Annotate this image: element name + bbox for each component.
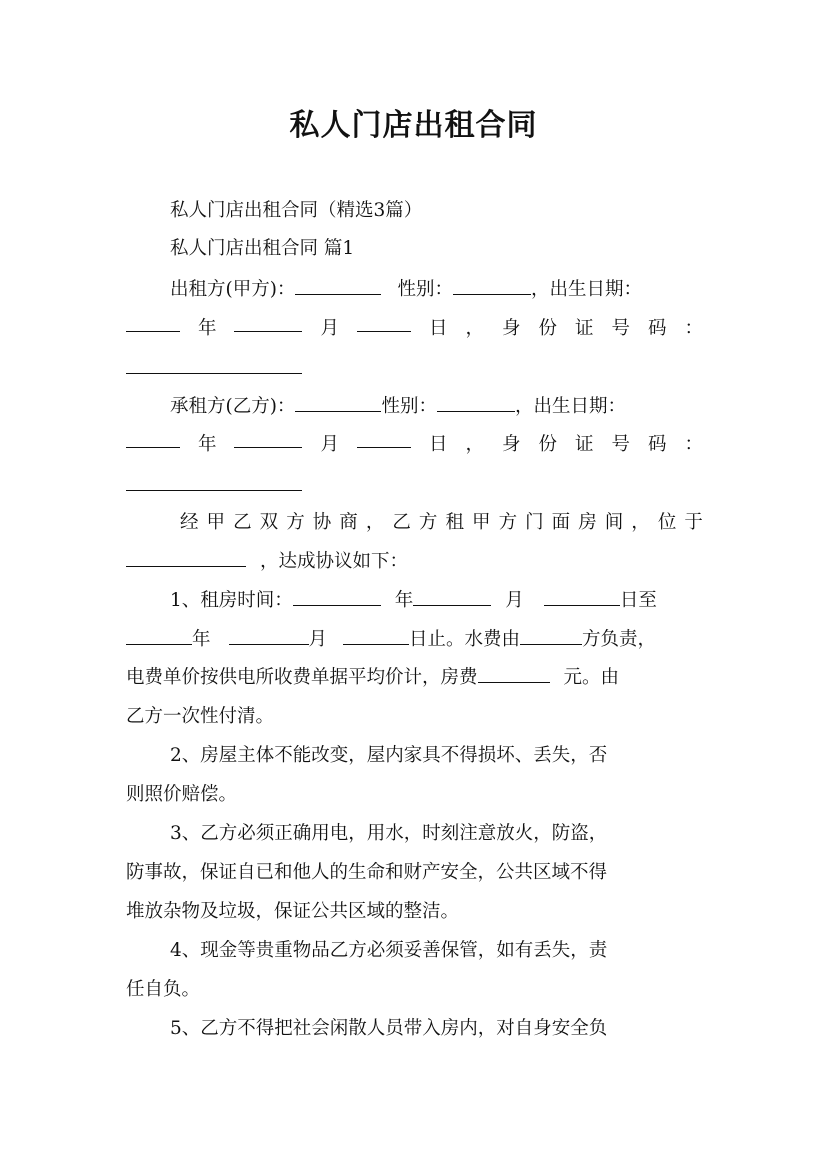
party-a-date-id-line: [126, 316, 703, 342]
end-month-blank[interactable]: [229, 629, 309, 645]
text-char: 经: [180, 512, 199, 533]
text-year: 年: [192, 629, 211, 650]
agreement-tail: ，达成协议如下：: [260, 551, 409, 572]
text-char: 双: [259, 512, 279, 533]
clause-2-line-2: 则照价赔偿。: [126, 784, 238, 805]
party-a-gender-blank[interactable]: [453, 279, 531, 295]
party-a-id-blank[interactable]: [126, 358, 302, 374]
text-char: 位: [657, 512, 677, 533]
party-a-day-blank[interactable]: [357, 316, 411, 332]
party-b-gender-blank[interactable]: [437, 396, 515, 412]
text-char: 甲: [206, 512, 226, 533]
text-char: 身: [501, 318, 521, 339]
text-to: 日至: [619, 590, 657, 611]
party-a-id-line: [126, 356, 703, 382]
location-blank[interactable]: [126, 551, 246, 567]
text-char: 协: [312, 512, 332, 533]
water-party-blank[interactable]: [520, 629, 582, 645]
text-char: 码: [647, 318, 667, 339]
text-char: 份: [538, 434, 557, 455]
clause-3-line-2: 防事故，保证自已和他人的生命和财产安全，公共区域不得: [126, 862, 608, 883]
party-a-label: 出租方(甲方)：: [170, 279, 296, 300]
text-char: ：: [684, 318, 703, 339]
text-char: ：: [684, 434, 703, 455]
party-b-date-id-line: [126, 432, 703, 458]
party-a-month-blank[interactable]: [234, 316, 302, 332]
clause-5-line: 5、乙方不得把社会闲散人员带入房内，对自身安全负: [170, 1018, 608, 1039]
clause-1-line-2: [126, 627, 703, 653]
text-char: 乙: [233, 512, 252, 533]
text-char: 间: [604, 512, 624, 533]
clause-3-line-3: 堆放杂物及垃圾，保证公共区域的整洁。: [126, 901, 460, 922]
party-b-gender-label: 性别：: [381, 396, 437, 417]
party-b-id-line: [126, 473, 703, 499]
start-month-blank[interactable]: [413, 590, 491, 606]
party-b-line: [170, 394, 703, 420]
location-line: [126, 549, 703, 575]
party-a-line: [170, 277, 703, 303]
text-char: 商: [339, 512, 358, 533]
text-char: 号: [611, 434, 630, 455]
party-b-month-blank[interactable]: [234, 432, 302, 448]
clause-1-line-3: [126, 665, 703, 691]
text-char: 甲: [472, 512, 491, 533]
text-char: 号: [611, 318, 630, 339]
end-year-blank[interactable]: [126, 629, 192, 645]
water-fee-text: 日止。水费由: [409, 629, 521, 650]
document-title: 私人门店出租合同: [289, 108, 538, 143]
party-b-label: 承租方(乙方)：: [170, 396, 296, 417]
rent-unit-text: 元。由: [563, 667, 620, 688]
text-char: 证: [574, 434, 594, 455]
text-month: 月: [308, 629, 328, 650]
party-a-gender-label: 性别：: [397, 279, 453, 300]
rent-amount-blank[interactable]: [478, 667, 550, 683]
text-char: 方: [418, 512, 438, 533]
text-month: 月: [320, 434, 339, 455]
text-char: 方: [286, 512, 305, 533]
text-char: 方: [498, 512, 518, 533]
section-heading: 私人门店出租合同 篇1: [170, 238, 355, 259]
party-b-day-blank[interactable]: [357, 432, 411, 448]
party-a-name-blank[interactable]: [295, 279, 381, 295]
party-b-year-blank[interactable]: [126, 432, 180, 448]
text-char: 面: [551, 512, 571, 533]
text-char: 乙: [392, 512, 411, 533]
text-char: 码: [647, 434, 667, 455]
clause-3-line: 3、乙方必须正确用电，用水，时刻注意放火，防盗，: [170, 823, 608, 844]
clause-1-label: 1、租房时间：: [170, 590, 293, 611]
text-char: ，: [465, 318, 484, 339]
clause-2-line: 2、房屋主体不能改变，屋内家具不得损坏、丢失，否: [170, 745, 608, 766]
text-char: 证: [574, 318, 594, 339]
text-char: ，: [465, 434, 484, 455]
text-month: 月: [320, 318, 339, 339]
text-year: 年: [394, 590, 414, 611]
party-a-year-blank[interactable]: [126, 316, 180, 332]
clause-4-line-2: 任自负。: [126, 979, 201, 1000]
party-b-name-blank[interactable]: [295, 396, 381, 412]
text-day: 日: [428, 434, 448, 455]
party-b-id-blank[interactable]: [126, 475, 302, 491]
party-b-birth-label: ，出生日期：: [514, 396, 626, 417]
text-year: 年: [197, 434, 217, 455]
text-char: 身: [501, 434, 521, 455]
party-a-birth-label: ，出生日期：: [530, 279, 642, 300]
text-month: 月: [505, 590, 524, 611]
clause-1-line: [170, 588, 703, 614]
text-char: 门: [525, 512, 544, 533]
text-day: 日: [428, 318, 448, 339]
agreement-line: [180, 510, 703, 536]
clause-1-line-4: 乙方一次性付清。: [126, 706, 275, 727]
text-char: 于: [684, 512, 703, 533]
text-char: 份: [538, 318, 557, 339]
electricity-fee-text: 电费单价按供电所收费单据平均价计，房费: [126, 667, 478, 688]
subtitle-line: 私人门店出租合同（精选3篇）: [170, 200, 423, 221]
start-year-blank[interactable]: [293, 590, 381, 606]
text-char: ，: [631, 512, 650, 533]
text-char: ，: [365, 512, 385, 533]
end-day-blank[interactable]: [343, 629, 409, 645]
text-year: 年: [197, 318, 217, 339]
water-responsible-text: 方负责，: [582, 629, 657, 650]
start-day-blank[interactable]: [544, 590, 620, 606]
clause-4-line: 4、现金等贵重物品乙方必须妥善保管，如有丢失，责: [170, 940, 608, 961]
text-char: 租: [445, 512, 464, 533]
text-char: 房: [578, 512, 597, 533]
